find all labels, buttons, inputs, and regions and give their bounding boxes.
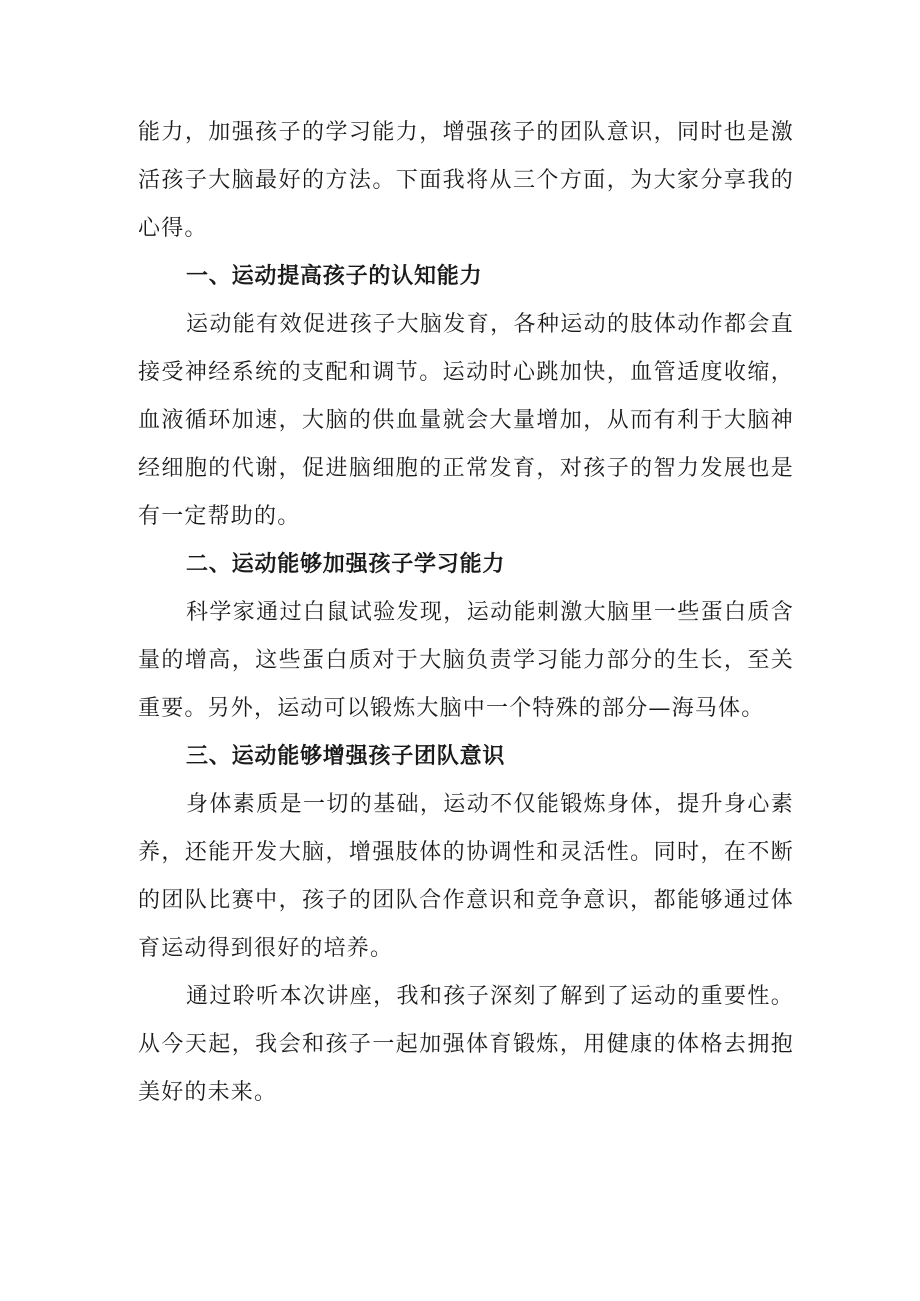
section-1-heading: 一、运动提高孩子的认知能力 [186, 264, 483, 289]
document-page [138, 109, 794, 1117]
section-3-heading: 三、运动能够增强孩子团队意识 [186, 744, 506, 769]
conclusion-paragraph: 通过聆听本次讲座，我和孩子深刻了解到了运动的重要性。从今天起，我会和孩子一起加强体育锻炼，用健康的体格去拥抱美好的未来。 [138, 984, 794, 1105]
section-3-paragraph: 身体素质是一切的基础，运动不仅能锻炼身体，提升身心素养，还能开发大脑，增强肢体的协调性和灵活性。同时，在不断的团队比赛中，孩子的团队合作意识和竞争意识，都能够通过体育运动得到很好的培养。 [138, 792, 794, 961]
section-2-paragraph: 科学家通过白鼠试验发现，运动能刺激大脑里一些蛋白质含量的增高，这些蛋白质对于大脑负责学习能力部分的生长，至关重要。另外，运动可以锻炼大脑中一个特殊的部分—海马体。 [138, 600, 794, 721]
section-1-paragraph: 运动能有效促进孩子大脑发育，各种运动的肢体动作都会直接受神经系统的支配和调节。运动时心跳加快，血管适度收缩，血液循环加速，大脑的供血量就会大量增加，从而有利于大脑神经细胞的代谢，促进脑细胞的正常发育，对孩子的智力发展也是有一定帮助的。 [138, 312, 794, 529]
intro-paragraph: 能力，加强孩子的学习能力，增强孩子的团队意识，同时也是激活孩子大脑最好的方法。下面我将从三个方面，为大家分享我的心得。 [138, 120, 794, 241]
section-2-heading: 二、运动能够加强孩子学习能力 [186, 552, 506, 577]
